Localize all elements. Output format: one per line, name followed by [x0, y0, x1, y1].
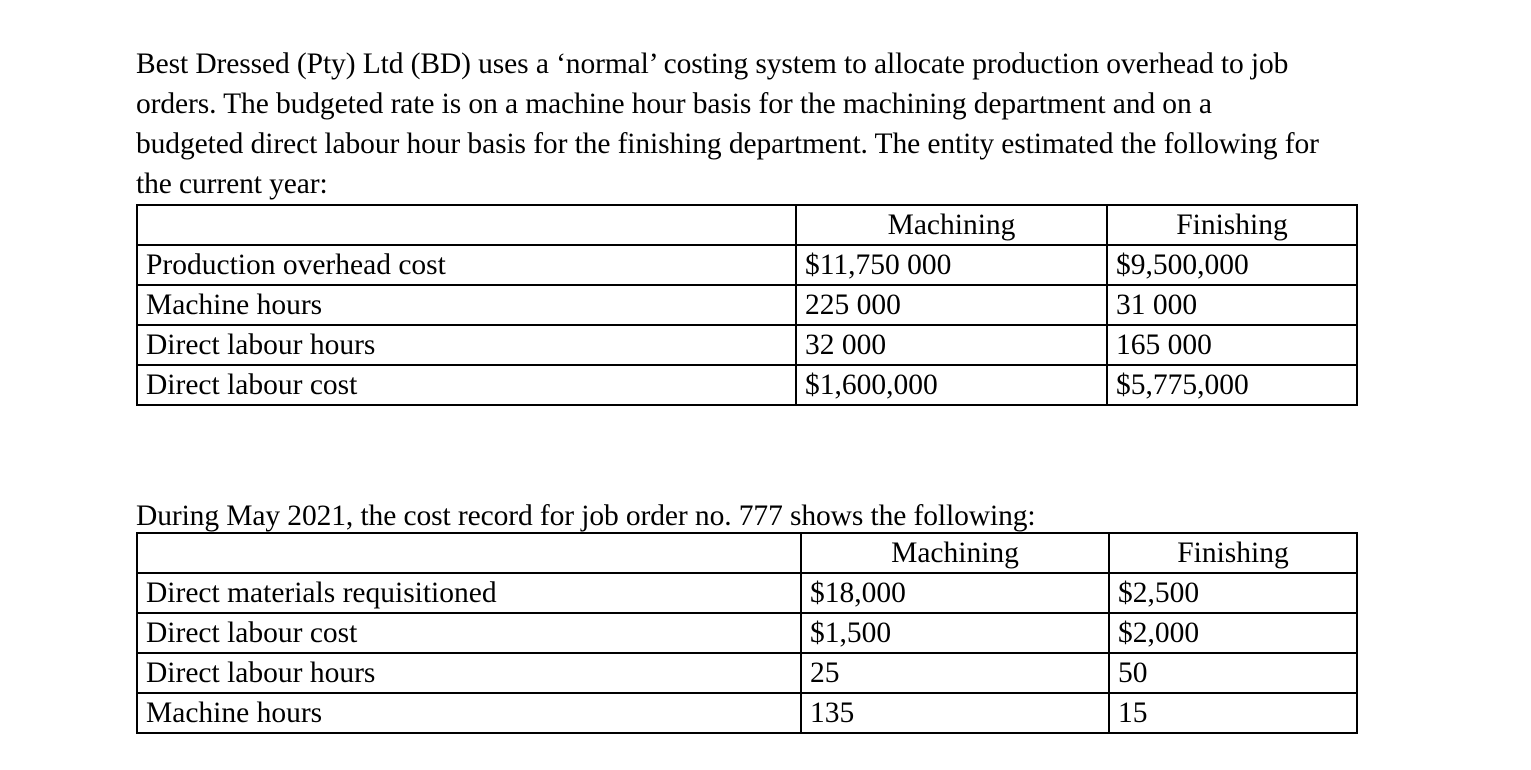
estimates-value-finishing: $5,775,000: [1107, 365, 1357, 405]
estimates-table: [136, 204, 1358, 406]
estimates-header-blank: [137, 205, 796, 245]
table-row: [137, 693, 1357, 733]
table-row: [137, 573, 1357, 613]
joborder-value-machining: 25: [801, 653, 1109, 693]
joborder-header-finishing: Finishing: [1109, 533, 1357, 573]
second-paragraph: During May 2021, the cost record for job order no. 777 shows the following:: [136, 499, 1036, 532]
estimates-value-finishing: 31 000: [1107, 285, 1357, 325]
joborder-header-blank: [137, 533, 801, 573]
estimates-row-label: Direct labour hours: [137, 325, 796, 365]
joborder-row-label: Direct labour cost: [137, 613, 801, 653]
joborder-table: [136, 532, 1358, 734]
estimates-row-label: Direct labour cost: [137, 365, 796, 405]
estimates-value-machining: $11,750 000: [796, 245, 1107, 285]
table-row: [137, 245, 1357, 285]
estimates-header-machining: Machining: [796, 205, 1107, 245]
estimates-row-label: Machine hours: [137, 285, 796, 325]
estimates-value-machining: 32 000: [796, 325, 1107, 365]
table-header-row: [137, 205, 1357, 245]
table-row: [137, 325, 1357, 365]
joborder-value-machining: $18,000: [801, 573, 1109, 613]
table-row: [137, 365, 1357, 405]
joborder-row-label: Direct materials requisitioned: [137, 573, 801, 613]
table-row: [137, 613, 1357, 653]
table-row: [137, 285, 1357, 325]
estimates-row-label: Production overhead cost: [137, 245, 796, 285]
joborder-row-label: Machine hours: [137, 693, 801, 733]
estimates-value-finishing: 165 000: [1107, 325, 1357, 365]
estimates-value-machining: 225 000: [796, 285, 1107, 325]
estimates-value-finishing: $9,500,000: [1107, 245, 1357, 285]
joborder-value-finishing: $2,000: [1109, 613, 1357, 653]
joborder-value-machining: 135: [801, 693, 1109, 733]
table-header-row: [137, 533, 1357, 573]
joborder-value-finishing: 50: [1109, 653, 1357, 693]
joborder-value-finishing: $2,500: [1109, 573, 1357, 613]
joborder-row-label: Direct labour hours: [137, 653, 801, 693]
table-row: [137, 653, 1357, 693]
joborder-value-finishing: 15: [1109, 693, 1357, 733]
estimates-value-machining: $1,600,000: [796, 365, 1107, 405]
joborder-header-machining: Machining: [801, 533, 1109, 573]
estimates-header-finishing: Finishing: [1107, 205, 1357, 245]
intro-paragraph: Best Dressed (Pty) Ltd (BD) uses a ‘normal’ costing system to allocate production overhead to job orders. The budgeted rate is on a machine hour basis for the machining department and on a budgeted direct labour hour basis for the finishing department. The entity estimated the following for the current year:: [136, 47, 1319, 200]
joborder-value-machining: $1,500: [801, 613, 1109, 653]
